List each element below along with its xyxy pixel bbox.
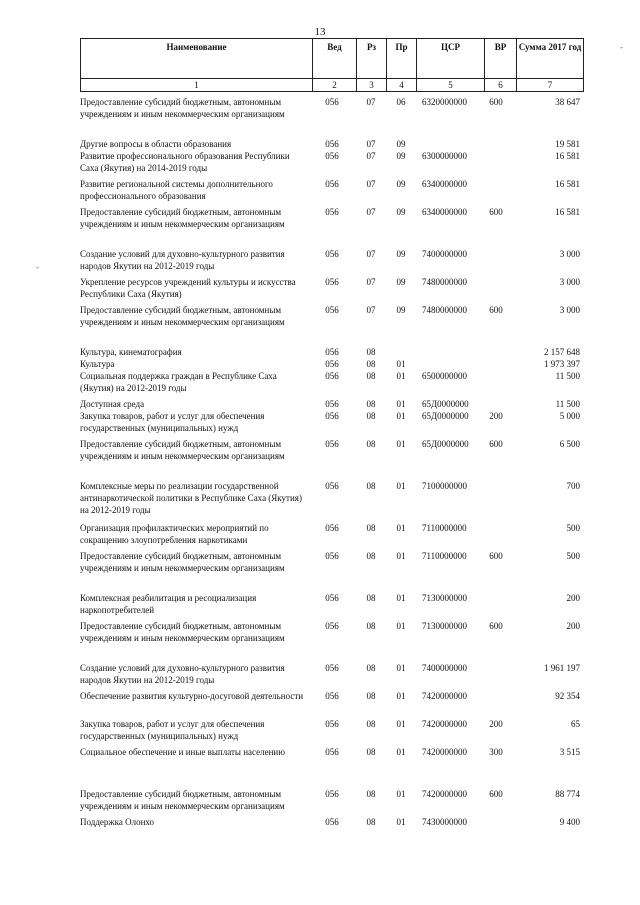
row-name: Укрепление ресурсов учреждений культуры и искусства Республики Саха (Якутия) (80, 277, 296, 299)
row-name: Создание условий для духовно-культурного развития народов Якутии на 2012-2019 годы (80, 249, 285, 271)
row-ved: 056 (325, 481, 339, 491)
row-vr: 300 (489, 747, 503, 757)
scan-speck: - (36, 262, 39, 272)
row-rz: 08 (366, 371, 376, 381)
row-rz: 08 (366, 621, 376, 631)
row-name: Доступная среда (80, 399, 145, 409)
row-ved: 056 (325, 139, 339, 149)
row-name: Поддержка Олонхо (80, 817, 155, 827)
row-name: Создание условий для духовно-культурного развития народов Якутии на 2012-2019 годы (80, 663, 285, 685)
row-name: Организация профилактических мероприятий по сокращению злоупотребления наркотиками (80, 523, 269, 545)
row-vr: 600 (489, 551, 503, 561)
row-csr: 7110000000 (422, 551, 467, 561)
row-name: Обеспечение развития культурно-досуговой деятельности (80, 691, 304, 701)
row-ved: 056 (325, 551, 339, 561)
row-sum: 19 581 (555, 139, 580, 149)
row-vr: 600 (489, 621, 503, 631)
header-rz: Рз (357, 39, 387, 79)
row-sum: 9 400 (559, 817, 580, 827)
row-name: Предоставление субсидий бюджетным, автономным учреждениям и иным некоммерческим организациям (80, 621, 285, 643)
row-name: Предоставление субсидий бюджетным, автономным учреждениям и иным некоммерческим организациям (80, 207, 285, 229)
row-pr: 09 (396, 277, 406, 287)
row-rz: 08 (366, 593, 376, 603)
row-ved: 056 (325, 207, 339, 217)
row-pr: 01 (396, 817, 406, 827)
row-pr: 09 (396, 249, 406, 259)
row-rz: 08 (366, 817, 376, 827)
row-sum: 3 000 (559, 249, 580, 259)
row-name: Социальное обеспечение и иные выплаты населению (80, 747, 285, 757)
row-ved: 056 (325, 593, 339, 603)
row-csr: 7130000000 (422, 621, 467, 631)
row-csr: 7480000000 (422, 305, 467, 315)
row-csr: 7400000000 (422, 249, 467, 259)
row-rz: 08 (366, 411, 376, 421)
row-sum: 200 (566, 593, 580, 603)
row-name: Комплексная реабилитация и ресоциализация наркопотребителей (80, 593, 257, 615)
row-sum: 5 000 (559, 411, 580, 421)
header-col-number: 2 (313, 79, 357, 92)
row-csr: 7110000000 (422, 523, 467, 533)
row-sum: 3 000 (559, 305, 580, 315)
row-name: Предоставление субсидий бюджетным, автономным учреждениям и иным некоммерческим организациям (80, 551, 285, 573)
row-ved: 056 (325, 179, 339, 189)
row-pr: 01 (396, 411, 406, 421)
row-sum: 3 000 (559, 277, 580, 287)
row-pr: 01 (396, 719, 406, 729)
row-sum: 1 973 397 (544, 359, 580, 369)
row-vr: 200 (489, 719, 503, 729)
row-name: Культура, кинематография (80, 347, 182, 357)
row-name: Предоставление субсидий бюджетным, автономным учреждениям и иным некоммерческим организациям (80, 305, 285, 327)
row-rz: 07 (366, 305, 376, 315)
row-csr: 7480000000 (422, 277, 467, 287)
row-rz: 08 (366, 523, 376, 533)
row-csr: 7400000000 (422, 663, 467, 673)
scan-speck: - (620, 42, 623, 52)
row-rz: 08 (366, 663, 376, 673)
row-sum: 16 581 (555, 179, 580, 189)
row-ved: 056 (325, 691, 339, 701)
row-ved: 056 (325, 305, 339, 315)
header-col-number: 1 (81, 79, 313, 92)
row-rz: 08 (366, 481, 376, 491)
row-vr: 600 (489, 439, 503, 449)
header-csr: ЦСР (417, 39, 485, 79)
row-ved: 056 (325, 249, 339, 259)
row-csr: 7130000000 (422, 593, 467, 603)
row-pr: 01 (396, 481, 406, 491)
row-ved: 056 (325, 789, 339, 799)
row-sum: 3 515 (559, 747, 580, 757)
row-vr: 600 (489, 789, 503, 799)
row-pr: 09 (396, 207, 406, 217)
row-pr: 09 (396, 139, 406, 149)
header-vr: ВР (485, 39, 517, 79)
row-csr: 6340000000 (422, 179, 467, 189)
row-csr: 65Д0000000 (422, 439, 469, 449)
row-rz: 07 (366, 249, 376, 259)
header-col-number: 6 (485, 79, 517, 92)
row-sum: 88 774 (555, 789, 580, 799)
row-pr: 01 (396, 439, 406, 449)
row-name: Комплексные меры по реализации государственной антинаркотической политики в Республике Саха (Якутия) на 2012-2019 годы (80, 481, 302, 515)
row-csr: 7420000000 (422, 691, 467, 701)
row-name: Предоставление субсидий бюджетным, автономным учреждениям и иным некоммерческим организациям (80, 789, 285, 811)
row-pr: 01 (396, 747, 406, 757)
row-rz: 08 (366, 789, 376, 799)
row-vr: 600 (489, 97, 503, 107)
row-sum: 500 (566, 551, 580, 561)
row-name: Предоставление субсидий бюджетным, автономным учреждениям и иным некоммерческим организациям (80, 439, 285, 461)
row-sum: 11 500 (555, 371, 580, 381)
row-rz: 08 (366, 691, 376, 701)
row-ved: 056 (325, 663, 339, 673)
row-rz: 08 (366, 399, 376, 409)
row-pr: 01 (396, 691, 406, 701)
row-ved: 056 (325, 277, 339, 287)
row-csr: 7420000000 (422, 747, 467, 757)
row-name: Развитие профессионального образования Республики Саха (Якутия) на 2014-2019 годы (80, 151, 290, 173)
row-ved: 056 (325, 399, 339, 409)
row-csr: 6500000000 (422, 371, 467, 381)
row-name: Социальная поддержка граждан в Республике Саха (Якутия) на 2012-2019 годы (80, 371, 277, 393)
row-rz: 07 (366, 277, 376, 287)
header-col-number: 7 (517, 79, 584, 92)
row-csr: 65Д0000000 (422, 399, 469, 409)
row-pr: 01 (396, 663, 406, 673)
row-pr: 09 (396, 179, 406, 189)
row-rz: 07 (366, 179, 376, 189)
row-csr: 6340000000 (422, 207, 467, 217)
row-pr: 01 (396, 621, 406, 631)
row-name: Закупка товаров, работ и услуг для обеспечения государственных (муниципальных) нужд (80, 719, 265, 741)
row-pr: 01 (396, 399, 406, 409)
header-col-number: 4 (387, 79, 417, 92)
row-sum: 92 354 (555, 691, 580, 701)
row-name: Закупка товаров, работ и услуг для обеспечения государственных (муниципальных) нужд (80, 411, 265, 433)
row-pr: 09 (396, 305, 406, 315)
table-header (80, 38, 584, 92)
row-ved: 056 (325, 347, 339, 357)
row-pr: 01 (396, 551, 406, 561)
row-ved: 056 (325, 621, 339, 631)
row-rz: 08 (366, 439, 376, 449)
row-csr: 7430000000 (422, 817, 467, 827)
header-pr: Пр (387, 39, 417, 79)
row-ved: 056 (325, 151, 339, 161)
row-csr: 7420000000 (422, 789, 467, 799)
row-vr: 600 (489, 305, 503, 315)
row-sum: 500 (566, 523, 580, 533)
row-name: Развитие региональной системы дополнительного профессионального образования (80, 179, 273, 201)
row-name: Другие вопросы в области образования (80, 139, 232, 149)
row-pr: 01 (396, 789, 406, 799)
row-sum: 200 (566, 621, 580, 631)
row-sum: 700 (566, 481, 580, 491)
header-sum: Сумма 2017 год (517, 39, 584, 79)
row-name: Культура (80, 359, 115, 369)
row-pr: 01 (396, 593, 406, 603)
header-ved: Вед (313, 39, 357, 79)
row-rz: 07 (366, 151, 376, 161)
row-ved: 056 (325, 359, 339, 369)
row-csr: 6320000000 (422, 97, 467, 107)
row-pr: 01 (396, 359, 406, 369)
row-rz: 07 (366, 207, 376, 217)
row-ved: 056 (325, 523, 339, 533)
row-csr: 7420000000 (422, 719, 467, 729)
row-rz: 08 (366, 347, 376, 357)
row-rz: 07 (366, 97, 376, 107)
row-sum: 1 961 197 (544, 663, 580, 673)
row-pr: 06 (396, 97, 406, 107)
row-ved: 056 (325, 371, 339, 381)
row-rz: 08 (366, 719, 376, 729)
row-sum: 11 500 (555, 399, 580, 409)
row-sum: 2 157 648 (544, 347, 580, 357)
row-ved: 056 (325, 439, 339, 449)
row-rz: 08 (366, 359, 376, 369)
row-ved: 056 (325, 747, 339, 757)
row-ved: 056 (325, 817, 339, 827)
row-sum: 6 500 (559, 439, 580, 449)
header-col-number: 5 (417, 79, 485, 92)
header-col-number: 3 (357, 79, 387, 92)
header-name: Наименование (81, 39, 313, 79)
row-pr: 01 (396, 523, 406, 533)
row-ved: 056 (325, 97, 339, 107)
row-rz: 08 (366, 747, 376, 757)
row-pr: 09 (396, 151, 406, 161)
row-sum: 16 581 (555, 207, 580, 217)
row-vr: 600 (489, 207, 503, 217)
row-rz: 08 (366, 551, 376, 561)
row-sum: 38 647 (555, 97, 580, 107)
row-csr: 65Д0000000 (422, 411, 469, 421)
row-ved: 056 (325, 411, 339, 421)
row-sum: 65 (571, 719, 580, 729)
row-vr: 200 (489, 411, 503, 421)
row-pr: 01 (396, 371, 406, 381)
row-name: Предоставление субсидий бюджетным, автономным учреждениям и иным некоммерческим организациям (80, 97, 285, 119)
row-sum: 16 581 (555, 151, 580, 161)
row-ved: 056 (325, 719, 339, 729)
row-csr: 7100000000 (422, 481, 467, 491)
page-number: 13 (314, 26, 326, 38)
row-csr: 6300000000 (422, 151, 467, 161)
row-rz: 07 (366, 139, 376, 149)
